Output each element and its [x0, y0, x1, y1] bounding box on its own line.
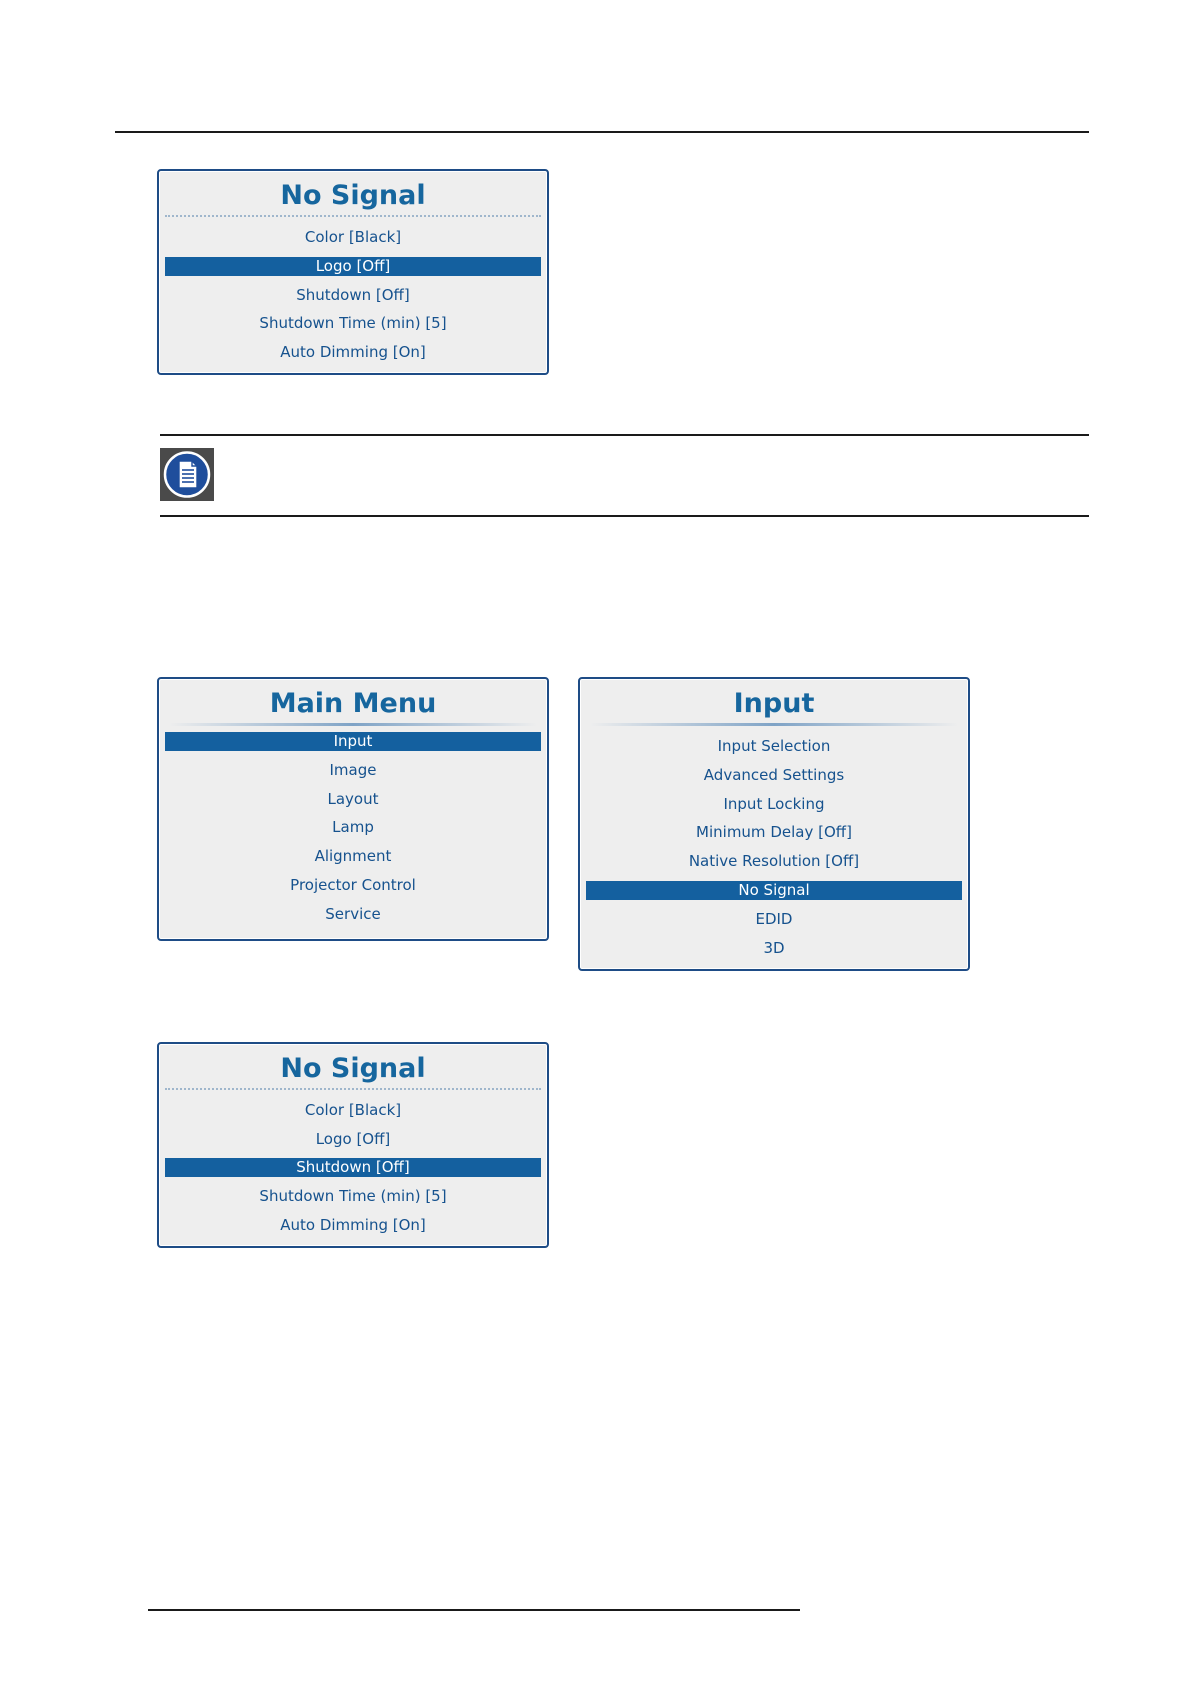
menu-item-advanced-settings[interactable]: Advanced Settings [703, 765, 845, 784]
menu-item-alignment[interactable]: Alignment [314, 847, 392, 866]
header-rule [115, 131, 1089, 133]
menu-title: Main Menu [269, 688, 437, 719]
menu-item-input-selected[interactable]: Input [165, 732, 541, 751]
menu-item-shutdown-time[interactable]: Shutdown Time (min) [5] [259, 314, 447, 333]
menu-item-no-signal-selected[interactable]: No Signal [586, 881, 962, 900]
menu-item-shutdown-time[interactable]: Shutdown Time (min) [5] [259, 1187, 447, 1206]
menu-item-layout[interactable]: Layout [327, 789, 379, 808]
menu-item-logo[interactable]: Logo [Off] [315, 1129, 391, 1148]
menu-item-input-locking[interactable]: Input Locking [723, 794, 825, 813]
menu-title: No Signal [280, 180, 426, 211]
note-bottom-rule [160, 515, 1089, 517]
main-menu [157, 677, 549, 941]
no-signal-menu-logo-selected [157, 169, 549, 375]
menu-item-shutdown[interactable]: Shutdown [Off] [296, 285, 410, 304]
note-icon [160, 448, 214, 501]
title-separator [590, 723, 958, 726]
menu-item-lamp[interactable]: Lamp [332, 818, 374, 837]
footer-rule [148, 1609, 800, 1611]
menu-item-service[interactable]: Service [325, 904, 381, 923]
title-separator [165, 215, 541, 217]
note-top-rule [160, 434, 1089, 436]
input-menu [578, 677, 970, 971]
menu-item-color[interactable]: Color [Black] [304, 228, 402, 246]
menu-item-3d[interactable]: 3D [763, 938, 785, 957]
title-separator [165, 1088, 541, 1090]
menu-item-logo-selected[interactable]: Logo [Off] [165, 257, 541, 276]
menu-item-shutdown-selected[interactable]: Shutdown [Off] [165, 1158, 541, 1177]
menu-item-native-resolution[interactable]: Native Resolution [Off] [688, 852, 860, 871]
menu-item-projector-control[interactable]: Projector Control [290, 876, 416, 895]
menu-item-image[interactable]: Image [329, 760, 377, 779]
menu-item-color[interactable]: Color [Black] [304, 1101, 402, 1119]
menu-item-input-selection[interactable]: Input Selection [717, 737, 831, 755]
title-separator [169, 723, 537, 726]
no-signal-menu-shutdown-selected [157, 1042, 549, 1248]
menu-item-auto-dimming[interactable]: Auto Dimming [On] [280, 1216, 426, 1235]
menu-item-minimum-delay[interactable]: Minimum Delay [Off] [696, 823, 852, 842]
menu-item-edid[interactable]: EDID [755, 909, 793, 928]
menu-item-auto-dimming[interactable]: Auto Dimming [On] [280, 343, 426, 362]
menu-title: No Signal [280, 1053, 426, 1084]
menu-title: Input [733, 688, 815, 719]
